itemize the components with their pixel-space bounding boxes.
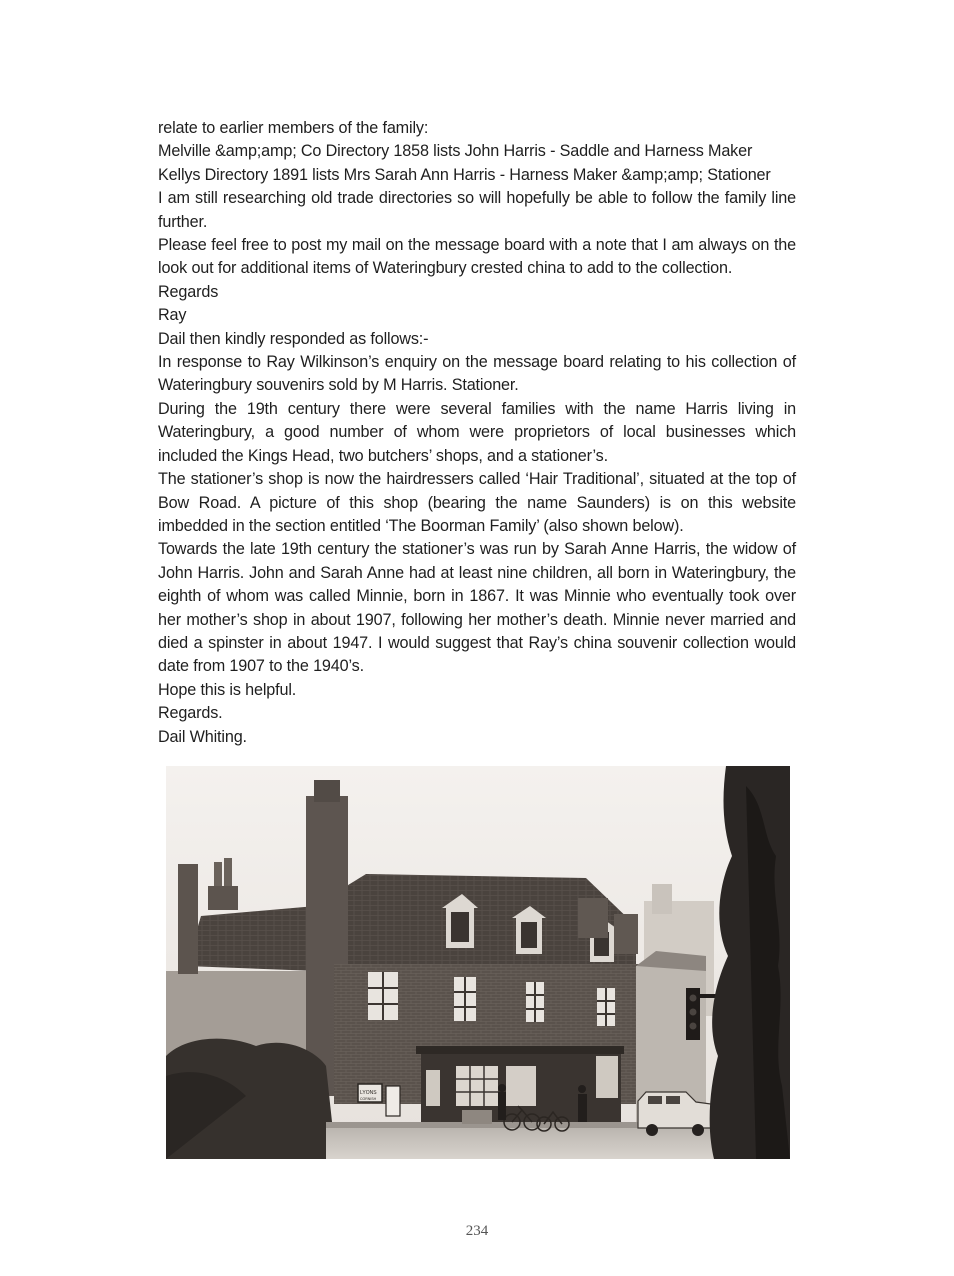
paragraph: Kellys Directory 1891 lists Mrs Sarah Ann Harris - Harness Maker &amp;amp; Stationer (158, 165, 771, 184)
person (498, 1092, 506, 1120)
chimney (178, 864, 198, 974)
paragraph: Hope this is helpful. (158, 680, 297, 699)
svg-text:LYONS: LYONS (360, 1090, 377, 1096)
paragraph: relate to earlier members of the family: (158, 119, 429, 137)
paragraph: Towards the late 19th century the stationer’s was run by Sarah Anne Harris, the widow of John Harris. John and Sarah Anne had at least nine children, all born in Wateringbury, the eighth of whom was called Minnie, born in 1867. It was Minnie who eventually took over her mother’s shop in about 1907, following her mother’s death. Minnie never married and died a spinster in about 1947. I would suggest that Ray’s china souvenir collection would date from 1907 to the 1940’s. (158, 540, 796, 676)
person (578, 1094, 587, 1122)
shop-fascia (416, 1046, 624, 1054)
display-stand (462, 1110, 492, 1124)
paragraph: Melville &amp;amp; Co Directory 1858 lists John Harris - Saddle and Harness Maker (158, 142, 753, 161)
signature-name: Dail Whiting. (158, 727, 247, 746)
letter-text (158, 117, 796, 749)
paragraph: During the 19th century there were several families with the name Harris living in Wateringbury, a good number of whom were proprietors of local businesses which included the Kings Head, two butchers’ shops, and a stationer’s. (158, 399, 796, 465)
shop-window (456, 1066, 498, 1106)
svg-text:CORNISH: CORNISH (360, 1097, 377, 1101)
paragraph: I am still researching old trade directories so will hopefully be able to follow the family line further. (158, 189, 796, 231)
shop-photograph (166, 766, 790, 1159)
paragraph: Regards. (158, 704, 223, 723)
paragraph: In response to Ray Wilkinson’s enquiry on the message board relating to his collection of Wateringbury souvenirs sold by M Harris. Stationer. (158, 353, 796, 395)
paragraph: Dail then kindly responded as follows:- (158, 329, 429, 348)
left-roof (186, 906, 316, 971)
paragraph: Regards (158, 282, 219, 301)
paragraph: The stationer’s shop is now the hairdressers called ‘Hair Traditional’, situated at the top of Bow Road. A picture of this shop (bearing the name Saunders) is on this website imbedded in the section entitled ‘The Boorman Family’ (also shown below). (158, 470, 796, 535)
page-number: 234 (465, 1223, 489, 1239)
paragraph: Ray (158, 306, 187, 325)
poster (386, 1086, 400, 1116)
paragraph: Please feel free to post my mail on the message board with a note that I am always on the look out for additional items of Wateringbury crested china to add to the collection. (158, 236, 796, 278)
